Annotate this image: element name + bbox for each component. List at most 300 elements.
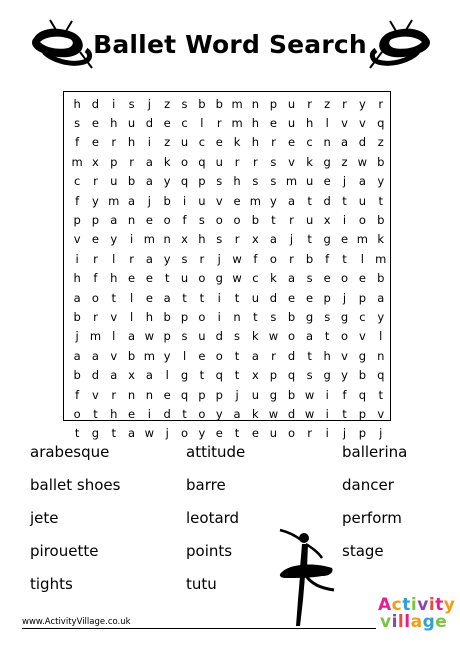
logo-letter: A [378, 595, 392, 615]
grid-letter: p [215, 387, 223, 402]
grid-letter: e [91, 232, 99, 247]
logo-letter: a [410, 612, 423, 632]
grid-letter: y [215, 406, 223, 421]
grid-letter: l [325, 116, 329, 131]
grid-letter: h [110, 271, 118, 286]
grid-letter: e [198, 348, 206, 363]
grid-letter: k [163, 154, 171, 169]
grid-letter: q [180, 174, 189, 189]
logo-letter: v [417, 595, 429, 615]
grid-letter: p [198, 387, 206, 402]
grid-letter: h [305, 116, 314, 131]
grid-letter: l [165, 368, 169, 383]
grid-row [68, 269, 390, 288]
grid-letter: a [145, 251, 153, 266]
grid-letter: r [93, 309, 98, 324]
grid-letter: q [198, 154, 206, 169]
grid-letter: j [342, 174, 347, 189]
grid-letter: s [306, 271, 313, 286]
grid-letter: v [341, 348, 348, 363]
grid-letter: g [323, 154, 331, 169]
grid-letter: r [234, 154, 240, 169]
grid-letter: p [91, 213, 100, 228]
grid-letter: f [182, 213, 187, 228]
grid-letter: l [182, 348, 187, 363]
grid-letter: e [145, 271, 153, 286]
logo-letter: y [443, 595, 456, 615]
grid-letter: b [127, 174, 136, 189]
grid-letter: b [377, 213, 385, 228]
grid-letter: f [253, 251, 258, 266]
grid-letter: t [307, 232, 312, 247]
grid-letter: s [216, 232, 223, 247]
grid-letter: m [231, 116, 243, 131]
footer-url[interactable]: www.ActivityVillage.co.uk [22, 617, 131, 627]
grid-letter: t [342, 406, 347, 421]
grid-row [68, 307, 390, 326]
grid-letter: y [163, 174, 171, 189]
grid-letter: w [144, 329, 155, 344]
grid-letter: a [73, 348, 81, 363]
grid-letter: a [145, 174, 153, 189]
grid-letter: h [251, 116, 259, 131]
grid-letter: g [215, 271, 223, 286]
grid-letter: s [270, 309, 277, 324]
grid-letter: b [251, 213, 259, 228]
grid-letter: f [325, 251, 330, 266]
grid-letter: d [269, 290, 278, 305]
grid-letter: v [288, 154, 295, 169]
grid-letter: m [108, 193, 120, 208]
grid-letter: u [180, 135, 189, 150]
logo-letter: l [404, 612, 411, 632]
grid-row [68, 94, 390, 113]
grid-letter: c [359, 309, 366, 324]
grid-letter: j [342, 290, 347, 305]
grid-letter: c [73, 174, 81, 189]
grid-letter: j [165, 426, 169, 441]
grid-letter: l [112, 251, 116, 266]
grid-letter: t [342, 193, 347, 208]
grid-letter: n [163, 232, 171, 247]
grid-letter: x [128, 368, 135, 383]
grid-letter: a [128, 329, 136, 344]
grid-letter: t [199, 290, 205, 305]
grid-letter: y [341, 368, 348, 383]
grid-letter: t [378, 387, 383, 402]
grid-letter: z [341, 154, 348, 169]
grid-letter: j [342, 426, 347, 441]
grid-letter: o [287, 329, 296, 344]
grid-row [68, 113, 390, 132]
grid-letter: r [234, 232, 240, 247]
footer-divider [22, 628, 376, 629]
grid-letter: w [268, 329, 279, 344]
grid-letter: a [73, 290, 81, 305]
grid-letter: i [75, 251, 79, 266]
grid-letter: z [164, 135, 171, 150]
grid-letter: b [163, 193, 171, 208]
grid-letter: i [217, 309, 221, 324]
grid-letter: b [287, 309, 296, 324]
grid-letter: o [358, 213, 366, 228]
grid-letter: u [215, 154, 223, 169]
grid-row [68, 424, 390, 443]
grid-letter: w [304, 387, 315, 402]
word-item: dancer [342, 476, 394, 494]
grid-letter: e [145, 290, 153, 305]
grid-letter: h [127, 135, 136, 150]
grid-letter: d [287, 348, 296, 363]
word-item: barre [186, 476, 226, 494]
grid-letter: j [75, 329, 79, 344]
grid-letter: f [75, 387, 80, 402]
grid-letter: p [110, 154, 118, 169]
grid-letter: m [143, 348, 155, 363]
grid-letter: r [129, 154, 134, 169]
grid-letter: r [289, 251, 294, 266]
grid-letter: b [287, 387, 296, 402]
grid-letter: h [323, 348, 331, 363]
grid-letter: b [358, 368, 366, 383]
grid-letter: z [377, 135, 384, 150]
grid-letter: h [73, 96, 81, 111]
logo-letter: g [422, 612, 436, 632]
grid-letter: i [147, 135, 151, 150]
grid-letter: u [198, 193, 206, 208]
grid-row [68, 249, 390, 268]
grid-letter: t [93, 406, 98, 421]
grid-letter: f [93, 271, 98, 286]
grid-letter: a [287, 271, 296, 286]
grid-letter: c [252, 271, 259, 286]
logo-letter: t [435, 595, 444, 615]
grid-letter: k [377, 232, 385, 247]
word-search-grid [63, 91, 391, 441]
grid-letter: s [181, 96, 188, 111]
grid-letter: y [270, 193, 277, 208]
grid-letter: g [323, 368, 331, 383]
grid-letter: w [304, 406, 315, 421]
grid-letter: n [233, 309, 241, 324]
grid-letter: u [269, 426, 278, 441]
grid-letter: x [181, 232, 188, 247]
grid-letter: r [307, 96, 312, 111]
grid-row [68, 385, 390, 404]
grid-letter: z [164, 96, 171, 111]
grid-letter: b [377, 271, 385, 286]
grid-letter: c [306, 135, 313, 150]
grid-letter: y [110, 232, 118, 247]
grid-letter: b [73, 368, 81, 383]
grid-letter: l [112, 329, 116, 344]
grid-letter: u [358, 193, 366, 208]
grid-row [68, 404, 390, 423]
grid-letter: t [271, 213, 276, 228]
grid-letter: m [71, 154, 83, 169]
grid-letter: n [251, 96, 259, 111]
grid-letter: t [234, 348, 240, 363]
grid-letter: r [216, 116, 222, 131]
grid-letter: p [269, 96, 278, 111]
grid-letter: h [110, 406, 118, 421]
grid-row [68, 210, 390, 229]
grid-letter: d [145, 116, 154, 131]
grid-letter: l [200, 116, 204, 131]
grid-letter: a [358, 174, 366, 189]
grid-letter: o [269, 251, 277, 266]
grid-letter: i [325, 387, 329, 402]
grid-letter: n [127, 213, 136, 228]
grid-letter: s [252, 174, 259, 189]
grid-letter: d [358, 135, 366, 150]
word-item: leotard [186, 509, 240, 527]
grid-letter: o [198, 406, 206, 421]
grid-letter: h [233, 174, 241, 189]
grid-letter: r [93, 174, 98, 189]
grid-letter: w [357, 154, 368, 169]
grid-letter: r [199, 251, 205, 266]
grid-letter: u [305, 213, 314, 228]
grid-letter: u [198, 329, 206, 344]
grid-letter: r [93, 251, 98, 266]
grid-letter: c [181, 116, 188, 131]
word-item: tights [30, 575, 73, 593]
grid-letter: o [198, 309, 206, 324]
word-item: tutu [186, 575, 217, 593]
grid-row [68, 152, 390, 171]
grid-row [68, 172, 390, 191]
grid-letter: p [358, 426, 366, 441]
grid-letter: a [287, 193, 296, 208]
logo-letter: l [397, 612, 405, 632]
grid-row [68, 346, 390, 365]
ballet-shoes-icon [366, 18, 436, 76]
grid-letter: d [215, 329, 223, 344]
grid-letter: f [75, 193, 80, 208]
grid-letter: n [377, 348, 385, 363]
grid-letter: f [342, 387, 347, 402]
grid-letter: t [234, 290, 240, 305]
grid-letter: k [233, 135, 241, 150]
grid-letter: o [341, 329, 349, 344]
grid-letter: j [235, 387, 239, 402]
grid-letter: a [233, 406, 241, 421]
logo-letter: i [391, 612, 398, 632]
grid-letter: b [127, 348, 136, 363]
grid-letter: j [379, 426, 383, 441]
grid-letter: s [198, 213, 205, 228]
grid-letter: y [163, 251, 171, 266]
grid-letter: u [127, 116, 136, 131]
grid-letter: t [164, 271, 170, 286]
grid-letter: t [342, 251, 347, 266]
grid-letter: t [234, 426, 240, 441]
grid-letter: e [323, 271, 331, 286]
grid-letter: h [73, 271, 81, 286]
grid-letter: g [305, 309, 314, 324]
grid-letter: h [110, 116, 118, 131]
grid-letter: i [182, 193, 187, 208]
grid-letter: v [73, 232, 81, 247]
grid-letter: g [91, 426, 100, 441]
grid-letter: u [251, 290, 259, 305]
activity-village-logo [378, 595, 456, 641]
grid-letter: s [306, 368, 313, 383]
grid-letter: e [215, 426, 223, 441]
grid-letter: k [306, 154, 313, 169]
grid-letter: r [129, 251, 134, 266]
grid-letter: i [325, 406, 329, 421]
grid-letter: j [217, 251, 221, 266]
grid-letter: g [358, 348, 366, 363]
grid-letter: m [143, 232, 155, 247]
grid-letter: l [360, 251, 364, 266]
grid-letter: a [91, 348, 99, 363]
grid-letter: c [198, 135, 206, 150]
grid-letter: u [180, 271, 189, 286]
grid-letter: u [287, 96, 296, 111]
logo-letter: e [435, 612, 448, 632]
grid-letter: p [358, 406, 366, 421]
grid-letter: e [251, 426, 259, 441]
grid-row [68, 288, 390, 307]
grid-letter: o [73, 406, 81, 421]
grid-letter: v [358, 116, 366, 131]
grid-letter: g [180, 368, 189, 383]
grid-letter: e [128, 406, 136, 421]
grid-letter: o [233, 213, 241, 228]
grid-letter: g [340, 309, 349, 324]
grid-letter: m [375, 251, 387, 266]
grid-letter: r [378, 96, 384, 111]
grid-letter: k [270, 271, 277, 286]
grid-letter: o [287, 426, 296, 441]
grid-letter: i [129, 232, 134, 247]
grid-letter: s [324, 309, 331, 324]
grid-letter: d [91, 96, 100, 111]
word-item: arabesque [30, 443, 110, 461]
grid-letter: d [323, 193, 331, 208]
grid-letter: h [251, 135, 259, 150]
grid-row [68, 133, 390, 152]
grid-letter: u [287, 116, 296, 131]
grid-letter: e [163, 116, 171, 131]
grid-letter: o [163, 213, 171, 228]
grid-letter: x [251, 368, 259, 383]
grid-letter: s [74, 116, 81, 131]
word-item: ballet shoes [30, 476, 121, 494]
grid-letter: e [233, 193, 241, 208]
logo-letter: c [391, 595, 403, 615]
grid-letter: j [147, 96, 151, 111]
grid-letter: p [358, 290, 366, 305]
grid-letter: a [145, 154, 153, 169]
grid-letter: o [181, 154, 189, 169]
grid-letter: o [215, 348, 223, 363]
grid-letter: r [111, 387, 117, 402]
grid-letter: f [75, 135, 80, 150]
word-item: ballerina [342, 443, 408, 461]
grid-letter: i [147, 406, 151, 421]
grid-letter: d [163, 406, 171, 421]
grid-letter: y [358, 96, 366, 111]
grid-letter: e [91, 135, 99, 150]
grid-letter: v [92, 387, 99, 402]
grid-letter: s [128, 96, 135, 111]
grid-letter: v [341, 116, 348, 131]
grid-letter: a [269, 232, 277, 247]
grid-letter: e [269, 116, 277, 131]
grid-letter: n [145, 387, 154, 402]
grid-letter: r [111, 135, 117, 150]
grid-letter: j [289, 232, 294, 247]
grid-letter: a [128, 193, 136, 208]
grid-letter: t [111, 426, 116, 441]
grid-letter: v [110, 309, 118, 324]
word-item: jete [30, 509, 59, 527]
grid-letter: t [74, 426, 80, 441]
grid-letter: k [252, 329, 259, 344]
grid-letter: m [356, 232, 368, 247]
grid-letter: s [270, 154, 277, 169]
grid-letter: t [182, 406, 187, 421]
grid-letter: i [217, 290, 221, 305]
grid-letter: m [89, 329, 102, 344]
grid-letter: e [323, 174, 331, 189]
grid-letter: e [163, 387, 171, 402]
grid-letter: e [91, 116, 99, 131]
grid-letter: v [377, 406, 385, 421]
grid-letter: p [163, 329, 171, 344]
grid-letter: b [73, 309, 81, 324]
grid-letter: p [323, 290, 331, 305]
grid-letter: p [180, 309, 189, 324]
logo-letter: i [428, 595, 436, 615]
grid-letter: v [110, 348, 118, 363]
grid-letter: w [268, 406, 279, 421]
grid-letter: h [145, 309, 154, 324]
grid-letter: e [287, 290, 296, 305]
grid-row [68, 230, 390, 249]
logo-letter: i [410, 595, 418, 615]
grid-letter: m [231, 96, 243, 111]
grid-letter: o [91, 290, 99, 305]
grid-letter: a [110, 213, 118, 228]
grid-letter: y [163, 348, 171, 363]
grid-letter: v [215, 193, 223, 208]
grid-letter: m [249, 193, 261, 208]
grid-letter: q [358, 387, 366, 402]
grid-letter: s [216, 174, 223, 189]
page-title: Ballet Word Search [93, 30, 367, 59]
grid-letter: j [147, 193, 151, 208]
grid-letter: a [341, 135, 349, 150]
grid-letter: e [128, 271, 136, 286]
grid-letter: g [269, 387, 278, 402]
grid-letter: a [110, 368, 118, 383]
grid-letter: r [342, 96, 347, 111]
grid-letter: h [198, 232, 206, 247]
grid-letter: x [323, 213, 331, 228]
grid-letter: a [145, 368, 153, 383]
grid-letter: g [323, 232, 331, 247]
grid-letter: e [306, 290, 314, 305]
grid-letter: y [92, 193, 99, 208]
grid-letter: o [198, 271, 206, 286]
grid-letter: r [252, 154, 258, 169]
logo-letter: t [402, 595, 411, 615]
